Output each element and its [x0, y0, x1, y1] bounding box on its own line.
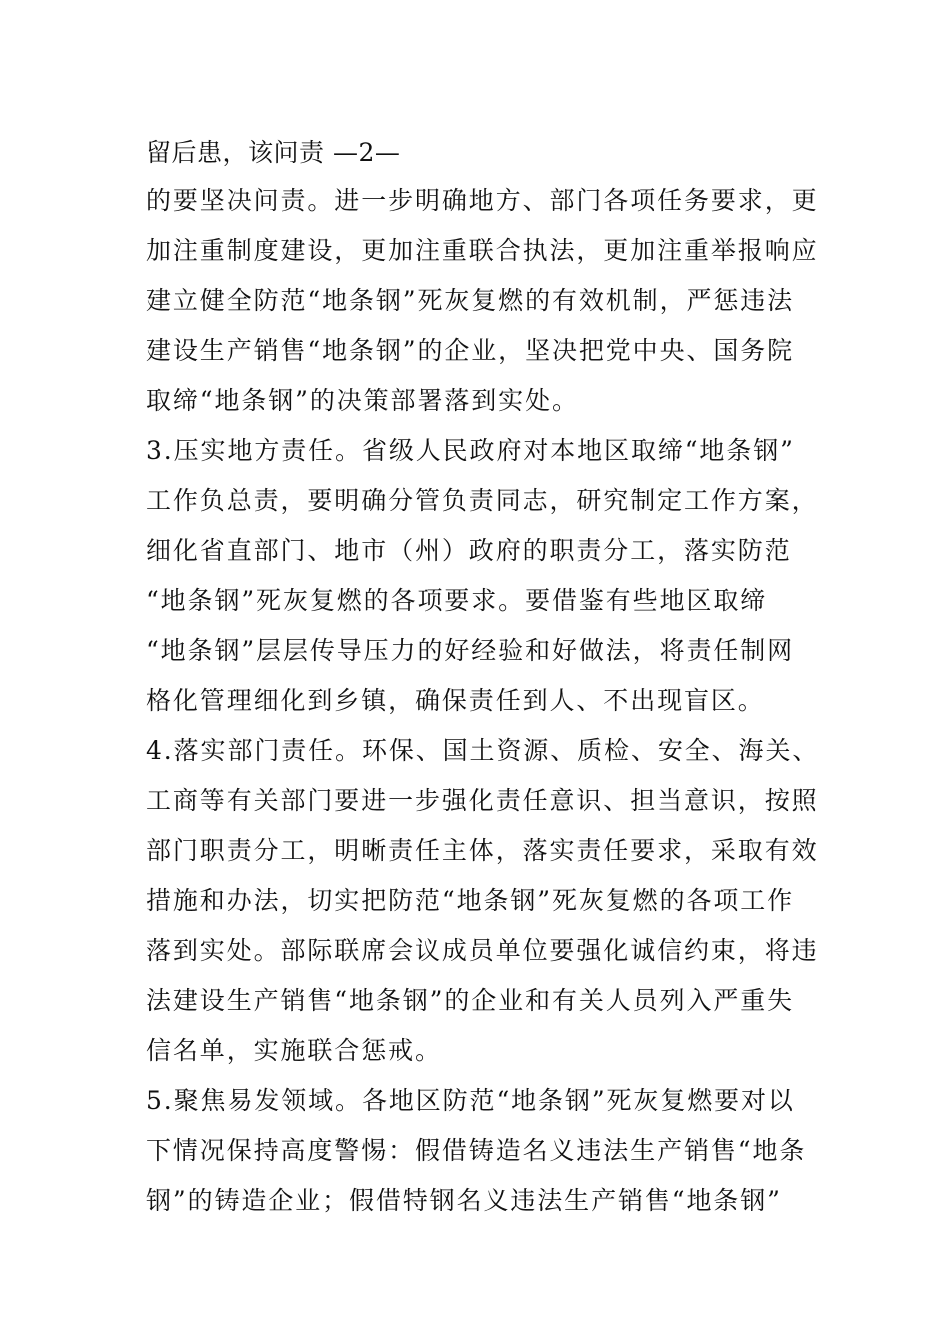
- section-4-heading-line: 4.落实部门责任。环保、国土资源、质检、安全、海关、: [146, 736, 820, 765]
- text-line: 建立健全防范“地条钢”死灰复燃的有效机制，严惩违法: [146, 286, 795, 315]
- section-3-heading-line: 3.压实地方责任。省级人民政府对本地区取缔“地条钢”: [146, 436, 795, 465]
- text-line: 加注重制度建设，更加注重联合执法，更加注重举报响应: [146, 236, 819, 265]
- text-line: 下情况保持高度警惕：假借铸造名义违法生产销售“地条: [146, 1136, 807, 1165]
- text-line: “地条钢”死灰复燃的各项要求。要借鉴有些地区取缔: [146, 586, 768, 615]
- text-line: 落到实处。部际联席会议成员单位要强化诚信约束，将违: [146, 936, 819, 965]
- text-line: 工作负总责，要明确分管负责同志，研究制定工作方案，: [146, 486, 819, 515]
- text-line: 格化管理细化到乡镇，确保责任到人、不出现盲区。: [146, 686, 765, 715]
- text-line: 信名单，实施联合惩戒。: [146, 1036, 442, 1065]
- text-line: 部门职责分工，明晰责任主体，落实责任要求，采取有效: [146, 836, 819, 865]
- text-line: 取缔“地条钢”的决策部署落到实处。: [146, 386, 579, 415]
- text-line: “地条钢”层层传导压力的好经验和好做法，将责任制网: [146, 636, 795, 665]
- text-line: 建设生产销售“地条钢”的企业，坚决把党中央、国务院: [146, 336, 795, 365]
- text-line: 钢”的铸造企业；假借特钢名义违法生产销售“地条钢”: [146, 1186, 782, 1215]
- text-line: 细化省直部门、地市（州）政府的职责分工，落实防范: [146, 536, 792, 565]
- text-line: 工商等有关部门要进一步强化责任意识、担当意识，按照: [146, 786, 819, 815]
- text-line: 的要坚决问责。进一步明确地方、部门各项任务要求，更: [146, 186, 819, 215]
- section-5-heading-line: 5.聚焦易发领域。各地区防范“地条钢”死灰复燃要对以: [146, 1086, 795, 1115]
- text-line: 措施和办法，切实把防范“地条钢”死灰复燃的各项工作: [146, 886, 795, 915]
- page-header-line: 留后患，该问责 —2—: [146, 138, 401, 167]
- text-line: 法建设生产销售“地条钢”的企业和有关人员列入严重失: [146, 986, 795, 1015]
